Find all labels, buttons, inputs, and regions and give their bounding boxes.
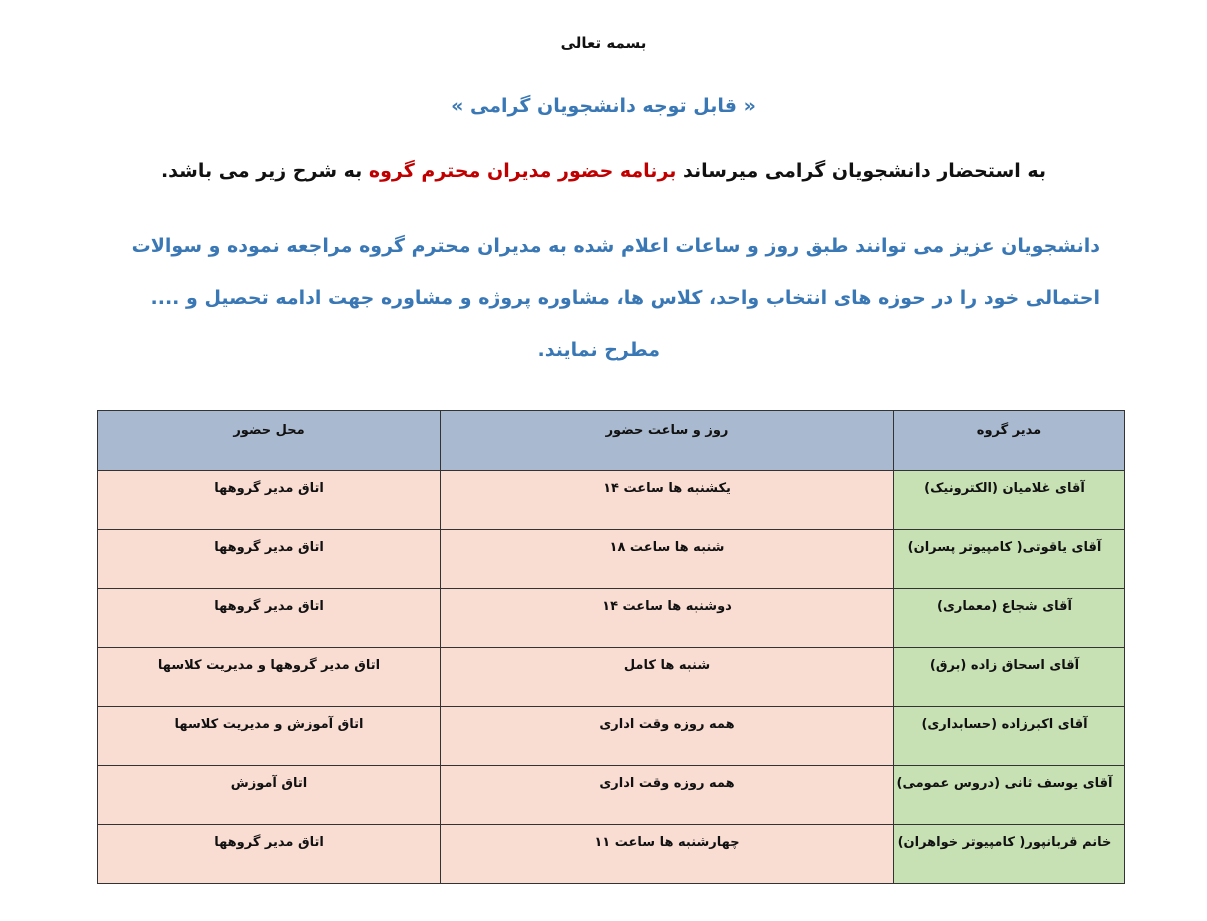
cell-place: اتاق مدیر گروهها xyxy=(98,471,441,530)
intro-sentence xyxy=(0,160,1207,182)
cell-time: دوشنبه ها ساعت ۱۴ xyxy=(441,589,894,648)
cell-manager: آقای غلامیان (الکترونیک) xyxy=(894,471,1125,530)
cell-place: اتاق مدیر گروهها xyxy=(98,530,441,589)
table-row xyxy=(98,530,1125,589)
cell-place: اتاق مدیر گروهها xyxy=(98,589,441,648)
notice-body-line: دانشجویان عزیز می توانند طبق روز و ساعات اعلام شده به مدیران محترم گروه مراجعه نموده و سوالات xyxy=(131,235,1100,257)
cell-time: همه روزه وقت اداری xyxy=(441,707,894,766)
cell-manager: آقای یاقوتی( کامپیوتر پسران) xyxy=(894,530,1125,589)
cell-manager: آقای یوسف ثانی (دروس عمومی) xyxy=(894,766,1125,825)
cell-time: چهارشنبه ها ساعت ۱۱ xyxy=(441,825,894,884)
notice-title: « قابل توجه دانشجویان گرامی » xyxy=(451,95,756,117)
cell-manager: آقای شجاع (معماری) xyxy=(894,589,1125,648)
cell-time: همه روزه وقت اداری xyxy=(441,766,894,825)
intro-text-start: به استحضار دانشجویان گرامی میرساند xyxy=(676,160,1047,182)
column-header-place: محل حضور xyxy=(98,411,441,471)
manager-schedule-table xyxy=(97,410,1125,884)
intro-text-end: به شرح زیر می باشد. xyxy=(160,160,369,182)
cell-manager: آقای اسحاق زاده (برق) xyxy=(894,648,1125,707)
table-row xyxy=(98,766,1125,825)
basmala-heading: بسمه تعالی xyxy=(560,34,647,52)
cell-manager: خانم قربانپور( کامپیوتر خواهران) xyxy=(894,825,1125,884)
table-header-row xyxy=(98,411,1125,471)
table-row xyxy=(98,825,1125,884)
table-row xyxy=(98,648,1125,707)
cell-place: اتاق آموزش xyxy=(98,766,441,825)
column-header-manager: مدیر گروه xyxy=(894,411,1125,471)
table-row xyxy=(98,471,1125,530)
table-row xyxy=(98,589,1125,648)
table-row xyxy=(98,707,1125,766)
cell-time: شنبه ها کامل xyxy=(441,648,894,707)
cell-time: شنبه ها ساعت ۱۸ xyxy=(441,530,894,589)
cell-place: اتاق مدیر گروهها xyxy=(98,825,441,884)
cell-manager: آقای اکبرزاده (حسابداری) xyxy=(894,707,1125,766)
notice-body-line: احتمالی خود را در حوزه های انتخاب واحد، کلاس ها، مشاوره پروژه و مشاوره جهت ادامه تحصیل و .... xyxy=(150,287,1100,309)
cell-place: اتاق مدیر گروهها و مدیریت کلاسها xyxy=(98,648,441,707)
column-header-time: روز و ساعت حضور xyxy=(441,411,894,471)
cell-time: یکشنبه ها ساعت ۱۴ xyxy=(441,471,894,530)
notice-body xyxy=(110,220,1100,376)
notice-body-line: مطرح نمایند. xyxy=(537,339,660,361)
cell-place: اتاق آموزش و مدیریت کلاسها xyxy=(98,707,441,766)
intro-highlight: برنامه حضور مدیران محترم گروه xyxy=(368,160,677,182)
